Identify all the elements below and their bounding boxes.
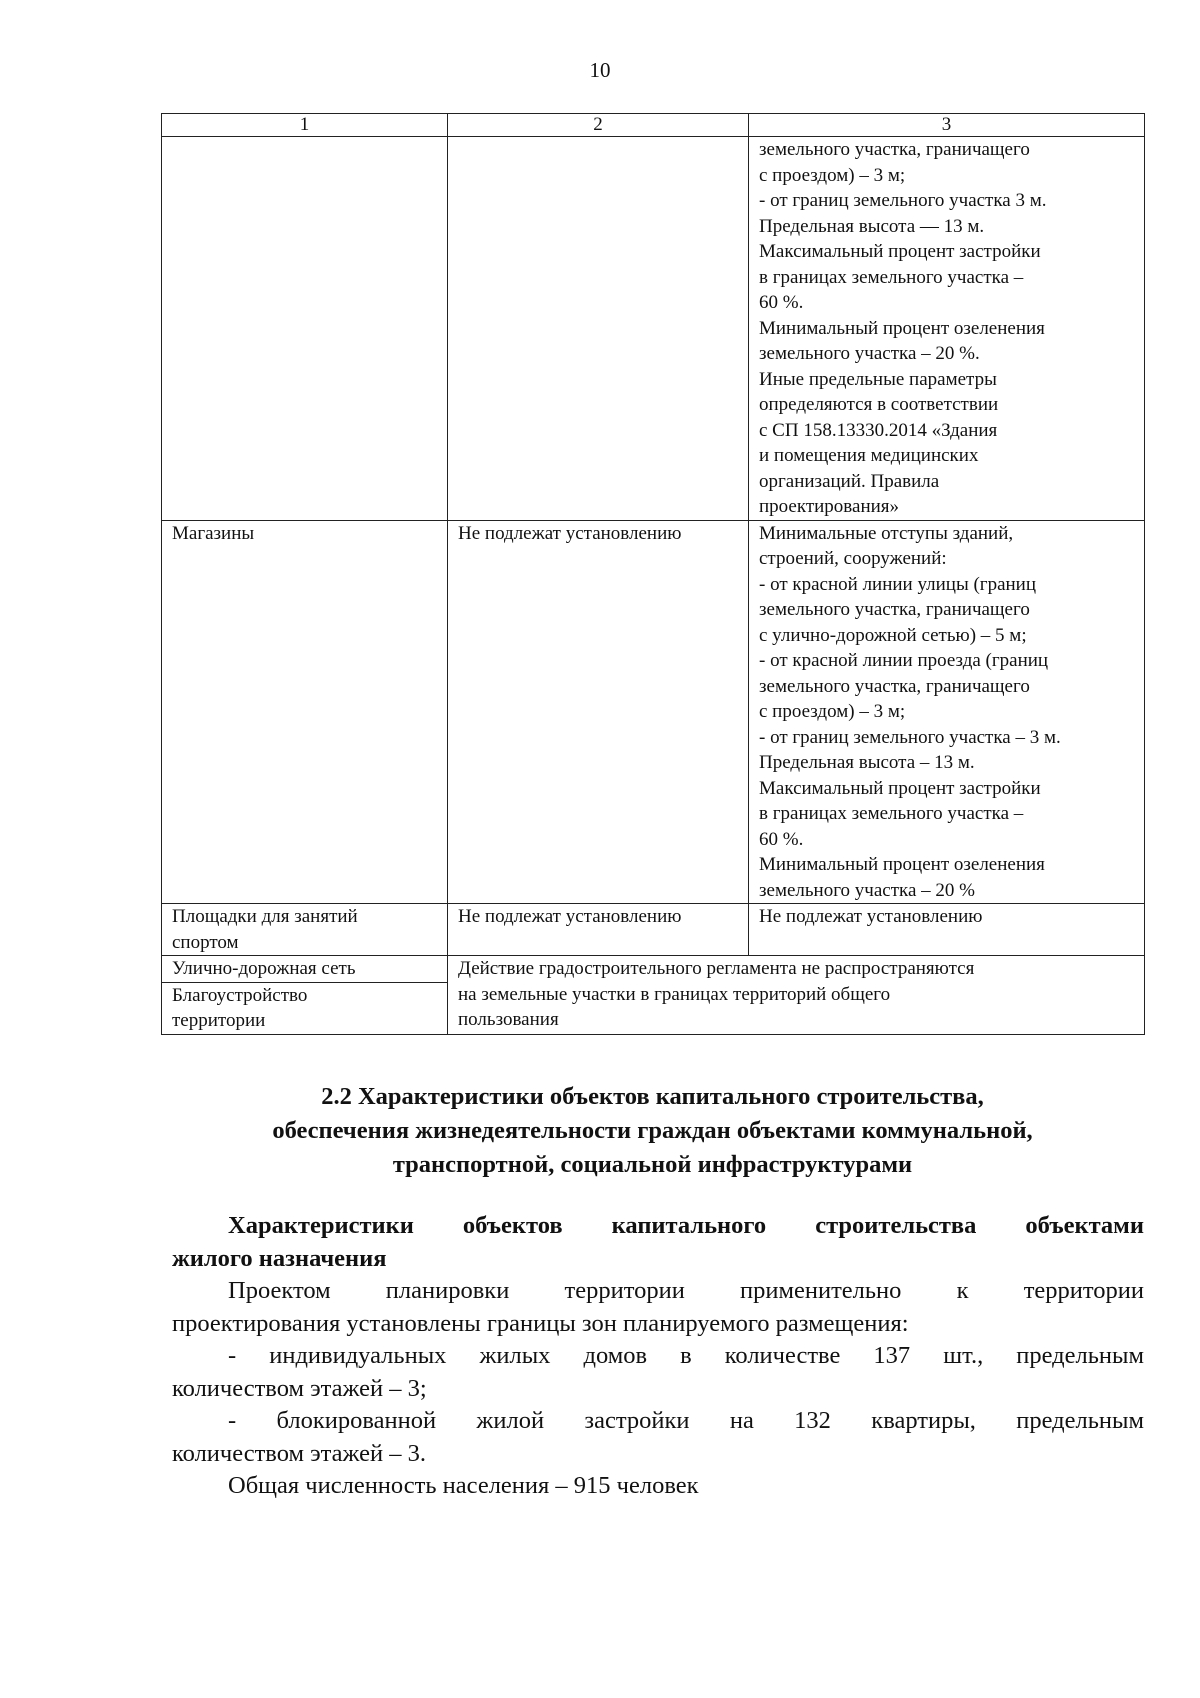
merged-note-line: Действие градостроительного регламента не распространяются bbox=[458, 958, 975, 979]
table-row-sport bbox=[162, 904, 1145, 956]
cont-line: с СП 158.13330.2014 «Здания bbox=[759, 419, 998, 441]
paragraph-line: - индивидуальных жилых домов в количестве 137 шт., предельным bbox=[228, 1342, 1144, 1369]
page-number: 10 bbox=[589, 58, 611, 82]
shops-line: в границах земельного участка – bbox=[759, 803, 1024, 824]
cont-line: и помещения медицинских bbox=[759, 445, 979, 466]
header-cell-1: 1 bbox=[162, 114, 448, 137]
cont-line: Максимальный процент застройки bbox=[759, 241, 1041, 262]
merged-note-cell bbox=[448, 956, 1145, 1035]
shops-line: земельного участка – 20 % bbox=[759, 879, 975, 901]
shops-line: Максимальный процент застройки bbox=[759, 777, 1041, 799]
merged-note-line: пользования bbox=[458, 1009, 559, 1030]
sport-col2: Не подлежат установлению bbox=[448, 904, 749, 956]
cont-line: земельного участка, граничащего bbox=[759, 139, 1030, 160]
paragraph-line: Общая численность населения – 915 человек bbox=[228, 1472, 699, 1499]
improvement-name bbox=[162, 982, 448, 1034]
paragraph-line: проектирования установлены границы зон планируемого размещения: bbox=[172, 1309, 909, 1337]
improvement-name-line: Благоустройство bbox=[172, 984, 308, 1006]
shops-line: земельного участка, граничащего bbox=[759, 599, 1030, 620]
road-name: Улично-дорожная сеть bbox=[162, 956, 448, 983]
cont-line: определяются в соответствии bbox=[759, 394, 999, 415]
body-text bbox=[172, 1210, 1144, 1503]
cont-line: Иные предельные параметры bbox=[759, 368, 997, 390]
cont-line: с проездом) – 3 м; bbox=[759, 164, 906, 186]
paragraph-line: Проектом планировки территории применительно к территории bbox=[228, 1277, 1144, 1304]
shops-line: строений, сооружений: bbox=[759, 548, 947, 569]
sport-name-line: Площадки для занятий bbox=[172, 906, 358, 927]
shops-line: с проездом) – 3 м; bbox=[759, 701, 906, 722]
header-cell-3: 3 bbox=[749, 114, 1145, 137]
shops-line: - от красной линии проезда (границ bbox=[759, 650, 1049, 671]
section-title-line: обеспечения жизнедеятельности граждан объектами коммунальной, bbox=[272, 1117, 1033, 1144]
paragraph-line: количеством этажей – 3. bbox=[172, 1439, 426, 1467]
section-title-line: 2.2 Характеристики объектов капитального строительства, bbox=[321, 1083, 984, 1110]
shops-name: Магазины bbox=[162, 520, 448, 904]
cont-line: - от границ земельного участка 3 м. bbox=[759, 190, 1047, 211]
shops-line: - от красной линии улицы (границ bbox=[759, 573, 1037, 595]
subsection-heading-line: Характеристики объектов капитального строительства объектами bbox=[228, 1212, 1144, 1239]
cont-col3 bbox=[749, 137, 1145, 521]
table-row-shops bbox=[162, 520, 1145, 904]
cont-line: 60 %. bbox=[759, 292, 804, 313]
cont-col2 bbox=[448, 137, 749, 521]
shops-line: 60 %. bbox=[759, 828, 804, 850]
table-row-road bbox=[162, 956, 1145, 983]
section-title-line: транспортной, социальной инфраструктурами bbox=[392, 1151, 913, 1178]
table-header-row bbox=[162, 114, 1145, 137]
shops-col3 bbox=[749, 520, 1145, 904]
cont-line: организаций. Правила bbox=[759, 470, 940, 492]
improvement-name-line: территории bbox=[172, 1010, 266, 1031]
shops-line: земельного участка, граничащего bbox=[759, 675, 1030, 697]
subsection-heading-line: жилого назначения bbox=[172, 1244, 387, 1272]
paragraph-line: - блокированной жилой застройки на 132 квартиры, предельным bbox=[228, 1407, 1144, 1434]
cont-line: земельного участка – 20 %. bbox=[759, 343, 980, 364]
cont-line: проектирования» bbox=[759, 496, 900, 517]
merged-note-line: на земельные участки в границах территорий общего bbox=[458, 983, 891, 1005]
shops-line: Предельная высота – 13 м. bbox=[759, 752, 975, 773]
shops-line: - от границ земельного участка – 3 м. bbox=[759, 726, 1061, 748]
sport-col3: Не подлежат установлению bbox=[749, 904, 1145, 956]
cont-line: в границах земельного участка – bbox=[759, 266, 1024, 288]
shops-line: Минимальный процент озеленения bbox=[759, 854, 1045, 875]
cont-line: Минимальный процент озеленения bbox=[759, 317, 1045, 339]
header-cell-2: 2 bbox=[448, 114, 749, 137]
cont-col1 bbox=[162, 137, 448, 521]
paragraph-line: количеством этажей – 3; bbox=[172, 1374, 427, 1402]
sport-name-line: спортом bbox=[172, 931, 239, 953]
table-row-continuation bbox=[162, 137, 1145, 521]
shops-line: с улично-дорожной сетью) – 5 м; bbox=[759, 624, 1027, 646]
shops-line: Минимальные отступы зданий, bbox=[759, 522, 1014, 544]
cont-line: Предельная высота — 13 м. bbox=[759, 215, 985, 237]
sport-name bbox=[162, 904, 448, 956]
regulation-table bbox=[161, 113, 1145, 1035]
shops-col2: Не подлежат установлению bbox=[448, 520, 749, 904]
section-title bbox=[161, 1080, 1144, 1182]
